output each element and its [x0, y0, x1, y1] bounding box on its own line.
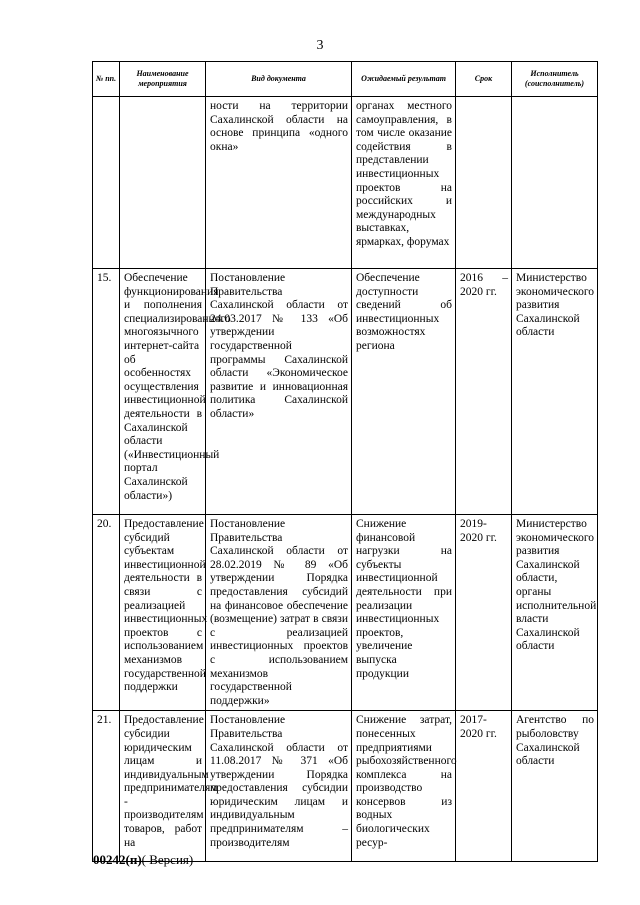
cell-executor: Министерство экономического развития Сахалинской области	[512, 269, 598, 515]
cell-executor	[512, 97, 598, 269]
cell-name: Предоставление субсидии юридическим лицам и индивидуальным предпринимателям - производителям товаров, работ на	[120, 711, 206, 862]
cell-executor: Министерство экономического развития Сахалинской области, органы исполнительной власти Сахалинской области	[512, 515, 598, 711]
cell-term	[456, 97, 512, 269]
table-row	[93, 711, 598, 862]
document-version: ( Версия)	[141, 852, 194, 867]
header-name: Наименование мероприятия	[120, 62, 206, 97]
cell-result: Снижение финансовой нагрузки на субъекты инвестиционной деятельности при реализации инвестиционных проектов, увеличение выпуска продукции	[352, 515, 456, 711]
cell-term: 2019- 2020 гг.	[456, 515, 512, 711]
cell-term: 2016 – 2020 гг.	[456, 269, 512, 515]
cell-result: органах местного самоуправления, в том числе оказание содействия в представлении инвестиционных проектов на российских и международных выставках, ярмарках, форумах	[352, 97, 456, 269]
cell-num	[93, 97, 120, 269]
cell-doc: Постановление Правительства Сахалинской области от 28.02.2019 № 89 «Об утверждении Порядка предоставления субсидий на финансовое обеспечение (возмещение) затрат в связи с реализацией инвестиционных проектов с использованием механизмов государственной поддержки»	[206, 515, 352, 711]
cell-result: Снижение затрат, понесенных предприятиями рыбохозяйственного комплекса на производство консервов из водных биологических ресур-	[352, 711, 456, 862]
table-row	[93, 269, 598, 515]
cell-doc: Постановление Правительства Сахалинской области от 11.08.2017 № 371 «Об утверждении Порядка предоставления субсидии юридическим лицам и индивидуальным предпринимателям – производителям	[206, 711, 352, 862]
document-code: 00242(п)	[93, 852, 142, 867]
header-num: № пп.	[93, 62, 120, 97]
table-header-row	[93, 62, 598, 97]
table-row	[93, 515, 598, 711]
cell-num: 21.	[93, 711, 120, 862]
cell-doc: ности на территории Сахалинской области на основе принципа «одного окна»	[206, 97, 352, 269]
cell-name	[120, 97, 206, 269]
table-row	[93, 97, 598, 269]
cell-num: 15.	[93, 269, 120, 515]
cell-executor: Агентство по рыболовству Сахалинской области	[512, 711, 598, 862]
header-doc: Вид документа	[206, 62, 352, 97]
document-footer	[93, 852, 193, 868]
measures-table	[92, 61, 598, 862]
header-executor: Исполнитель (соисполнитель)	[512, 62, 598, 97]
cell-doc: Постановление Правительства Сахалинской области от 24.03.2017 № 133 «Об утверждении государственной программы Сахалинской области «Экономическое развитие и инновационная политика Сахалинской области»	[206, 269, 352, 515]
header-result: Ожидаемый результат	[352, 62, 456, 97]
cell-term: 2017- 2020 гг.	[456, 711, 512, 862]
page-number: 3	[316, 38, 324, 53]
header-term: Срок	[456, 62, 512, 97]
cell-num: 20.	[93, 515, 120, 711]
cell-name: Предоставление субсидий субъектам инвестиционной деятельности в связи с реализацией инвестиционных проектов с использованием механизмов государственной поддержки	[120, 515, 206, 711]
cell-result: Обеспечение доступности сведений об инвестиционных возможностях региона	[352, 269, 456, 515]
cell-name: Обеспечение функционирования и пополнения специализированного многоязычного интернет-сайта об особенностях осуществления инвестиционной деятельности в Сахалинской области («Инвестиционный портал Сахалинской области»)	[120, 269, 206, 515]
